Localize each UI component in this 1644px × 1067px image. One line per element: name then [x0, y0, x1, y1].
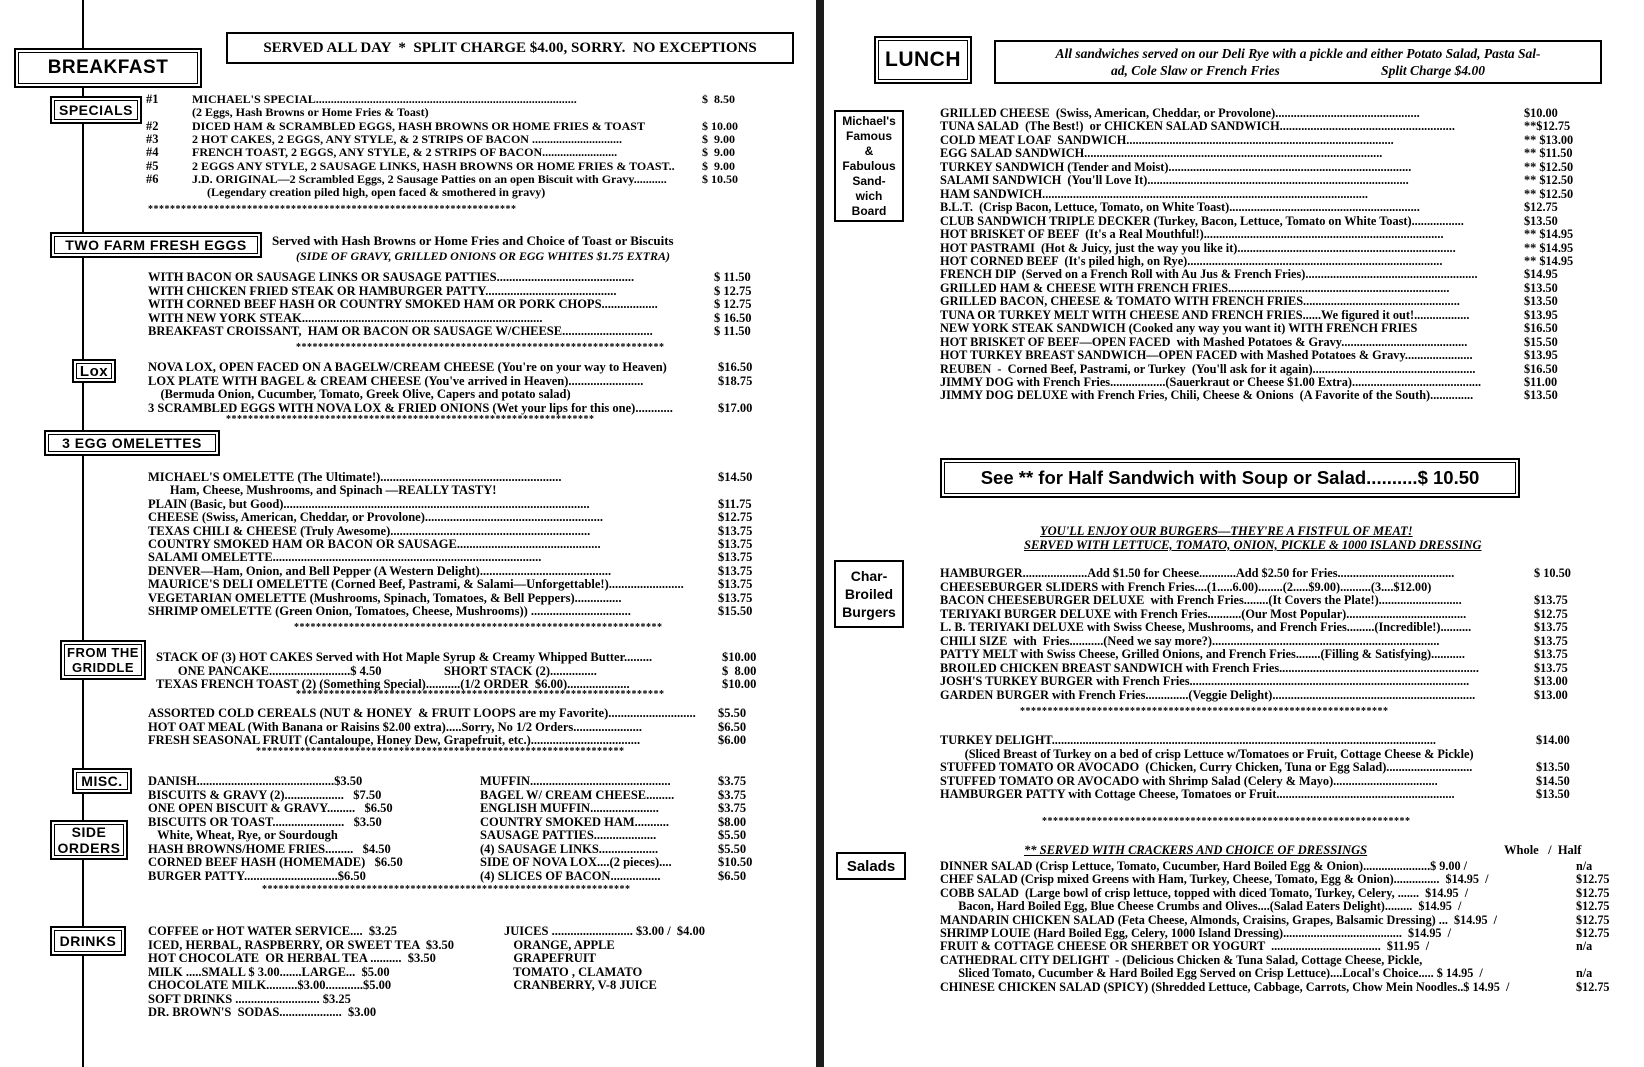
menu-item-price: $13.50 — [1524, 294, 1558, 309]
menu-item-name: TOMATO , CLAMATO — [504, 964, 643, 979]
menu-item-name: SALAMI SANDWICH (You'll Love It)..................................................................................... — [940, 173, 1409, 188]
menu-item-price: $13.75 — [1534, 593, 1568, 607]
menu-item-name: JIMMY DOG DELUXE with French Fries, Chili, Cheese & Onions (A Favorite of the South).............. — [940, 388, 1474, 403]
item-number: #3 — [146, 131, 159, 146]
two-farm-eggs-tag — [50, 232, 262, 258]
menu-item-name: FRENCH TOAST, 2 EGGS, ANY STYLE, & 2 STRIPS OF BACON......................... — [192, 145, 618, 160]
menu-item-price: $14.50 — [718, 470, 753, 484]
menu-item-name: DR. BROWN'S SODAS.................... $3.00 — [148, 1005, 377, 1019]
menu-item-name: GRILLED HAM & CHEESE WITH FRENCH FRIES........................................................................ — [940, 280, 1450, 295]
menu-item-price: $13.95 — [1524, 307, 1558, 322]
menu-item-name: CHOCOLATE MILK..........$3.00............$5.00 — [148, 978, 392, 992]
menu-item-price: ** $11.50 — [1524, 146, 1573, 161]
menu-item-price: $12.75 — [1576, 872, 1610, 887]
menu-item-name: TEXAS CHILI & CHEESE (Truly Awesome)................................................................ — [148, 523, 591, 538]
divider-stars: ******************************************************************* — [1042, 816, 1411, 827]
menu-item-name: CRANBERRY, V-8 JUICE — [504, 978, 657, 992]
menu-item-name: (4) SAUSAGE LINKS................... — [480, 841, 659, 856]
menu-item-price: $13.50 — [1524, 213, 1558, 228]
specials-tag — [50, 96, 142, 124]
two-farm-extras: (SIDE OF GRAVY, GRILLED ONIONS OR EGG WHITES $1.75 EXTRA) — [296, 249, 670, 263]
menu-item-name: HOT CORNED BEEF (It's piled high, on Rye)................................................................................... — [940, 253, 1443, 268]
menu-item-name: TERIYAKI BURGER DELUXE with French Fries...........(Our Most Popular)....................................... — [940, 606, 1467, 621]
menu-item-name: (4) SLICES OF BACON................ — [480, 868, 661, 883]
menu-item-price: n/a — [1576, 966, 1593, 981]
page-rule — [82, 0, 84, 1067]
menu-item-name: CHEESEBURGER SLIDERS with French Fries....(1.....6.00)........(2.....$9.00)..........(3....$12.00) — [940, 579, 1432, 594]
menu-item-name: TURKEY DELIGHT............................................................................................................................. — [940, 733, 1436, 747]
menu-item-price: ** $12.50 — [1524, 173, 1574, 188]
menu-item-price: $11.75 — [718, 496, 752, 511]
menu-item-price: $13.50 — [1524, 280, 1558, 295]
menu-item-name: BROILED CHICKEN BREAST SANDWICH with French Fries................................................................. — [940, 660, 1479, 675]
divider-stars: ******************************************************************* — [294, 622, 663, 633]
menu-item-price: $13.75 — [718, 577, 753, 592]
menu-item-name: SHRIMP OMELETTE (Green Onion, Tomatoes, Cheese, Mushrooms)) ................................ — [148, 604, 631, 618]
menu-item-name: TEXAS FRENCH TOAST (2) (Something Special)...........(1/2 ORDER $6.00).................... — [156, 677, 630, 691]
half-sandwich-banner — [940, 458, 1520, 498]
salad-columns: Whole / Half — [1504, 843, 1582, 857]
burgers-tag-text: Char- Broiled Burgers — [842, 568, 896, 620]
menu-item-name: COUNTRY SMOKED HAM........... — [480, 814, 670, 829]
drinks-tag — [50, 926, 126, 956]
menu-item-price: $ 16.50 — [714, 310, 752, 325]
menu-item-price: $6.50 — [718, 868, 747, 883]
lunch-note-line: All sandwiches served on our Deli Rye with a pickle and either Potato Salad, Pasta Sal- — [1055, 46, 1541, 61]
menu-item-name: (Legendary creation piled high, open faced & smothered in gravy) — [192, 185, 546, 200]
menu-item-price: n/a — [1576, 859, 1593, 873]
menu-item-name: HOT CHOCOLATE OR HERBAL TEA .......... $3.50 — [148, 951, 436, 965]
side-orders-tag-text: SIDE ORDERS — [57, 824, 121, 856]
menu-item-price: $6.00 — [718, 733, 747, 747]
menu-item-name: BISCUITS OR TOAST....................... $3.50 — [148, 814, 382, 829]
menu-item-price: $14.50 — [1536, 773, 1570, 788]
menu-item-name: WITH CORNED BEEF HASH OR COUNTRY SMOKED HAM OR PORK CHOPS.................. — [148, 297, 658, 311]
two-farm-description: Served with Hash Browns or Home Fries and Choice of Toast or Biscuits — [272, 233, 674, 248]
omelettes-tag-text: 3 EGG OMELETTES — [62, 435, 202, 451]
menu-item-price: $13.75 — [718, 563, 753, 578]
menu-item-name: 3 SCRAMBLED EGGS WITH NOVA LOX & FRIED ONIONS (Wet your lips for this one)............ — [148, 400, 673, 415]
specials-tag-text: SPECIALS — [58, 102, 133, 118]
menu-item-name: ASSORTED COLD CEREALS (NUT & HONEY & FRUIT LOOPS are my Favorite)............................ — [148, 706, 696, 720]
lunch-title — [874, 36, 972, 84]
menu-item-price: $ 8.00 — [722, 663, 757, 678]
menu-item-name: WITH CHICKEN FRIED STEAK OR HAMBURGER PATTY.......................................... — [148, 283, 617, 298]
menu-item-name: HAM SANDWICH.......................................................................................................... — [940, 186, 1369, 201]
menu-item-price: $13.75 — [1534, 660, 1568, 675]
salads-tag-text: Salads — [846, 857, 896, 875]
menu-item-name: CORNED BEEF HASH (HOMEMADE) $6.50 — [148, 855, 403, 869]
menu-item-price: $13.50 — [1524, 388, 1558, 403]
menu-item-price: n/a — [1576, 939, 1593, 954]
menu-item-price: $13.75 — [718, 523, 753, 538]
menu-item-name: MICHAEL'S SPECIAL....................................................................................... — [192, 92, 577, 106]
menu-item-name: BURGER PATTY..............................$6.50 — [148, 868, 366, 883]
menu-item-price: $ 10.50 — [1534, 566, 1571, 580]
menu-item-name: 2 HOT CAKES, 2 EGGS, ANY STYLE, & 2 STRIPS OF BACON .............................. — [192, 131, 622, 146]
menu-item-name: SIDE OF NOVA LOX....(2 pieces).... — [480, 855, 672, 869]
menu-item-name: CHEESE (Swiss, American, Cheddar, or Provolone)......................................................... — [148, 510, 603, 525]
menu-item-price: $14.00 — [1536, 733, 1570, 747]
served-all-day-banner — [226, 32, 794, 64]
menu-item-name: SAUSAGE PATTIES.................... — [480, 828, 657, 842]
divider-stars: ******************************************************************* — [1020, 706, 1389, 717]
menu-item-name: MUFFIN............................................. — [480, 774, 671, 788]
lunch-title-text: LUNCH — [885, 48, 961, 71]
menu-item-name: GRILLED BACON, CHEESE & TOMATO WITH FRENCH FRIES................................................... — [940, 294, 1460, 309]
menu-item-price: $ 8.50 — [702, 92, 735, 106]
menu-item-price: $13.00 — [1534, 687, 1568, 702]
menu-item-price: $12.75 — [1576, 912, 1610, 927]
menu-item-name: FRUIT & COTTAGE CHEESE OR SHERBET OR YOGURT .................................... $11.95 / — [940, 939, 1430, 954]
menu-item-name: HASH BROWNS/HOME FRIES......... $4.50 — [148, 841, 391, 856]
breakfast-title — [14, 48, 202, 88]
breakfast-title-text: BREAKFAST — [47, 57, 169, 78]
half-banner-text: See ** for Half Sandwich with Soup or Salad..........$ 10.50 — [980, 467, 1480, 488]
item-number: #5 — [146, 158, 159, 173]
menu-item-price: $13.95 — [1524, 348, 1558, 363]
griddle-tag — [60, 640, 146, 680]
menu-item-price: $ 11.50 — [714, 324, 751, 338]
menu-item-price: $17.00 — [718, 400, 753, 415]
divider-stars: ******************************************************************* — [296, 689, 665, 700]
menu-item-price: $13.75 — [718, 590, 753, 605]
menu-item-name: TUNA SALAD (The Best!) or CHICKEN SALAD SANDWICH......................................................... — [940, 119, 1455, 134]
menu-item-name: GRAPEFRUIT — [504, 951, 597, 965]
menu-item-name: COUNTRY SMOKED HAM OR BACON OR SAUSAGE.............................................. — [148, 537, 601, 551]
menu-item-name: CHILI SIZE with Fries...........(Need we say more?).......................................................................... — [940, 633, 1440, 648]
menu-item-price: $13.75 — [718, 550, 753, 565]
item-number: #6 — [146, 171, 159, 186]
menu-item-price: $10.00 — [722, 677, 757, 691]
lunch-note-box — [994, 40, 1602, 84]
menu-item-name: DENVER—Ham, Onion, and Bell Pepper (A Western Delight).......................................... — [148, 563, 612, 578]
menu-item-name: STUFFED TOMATO OR AVOCADO (Chicken, Curry Chicken, Tuna or Egg Salad)............................ — [940, 760, 1473, 774]
menu-item-name: BAGEL W/ CREAM CHEESE......... — [480, 787, 675, 802]
menu-item-name: HAMBURGER PATTY with Cottage Cheese, Tomatoes or Fruit.......................................................... — [940, 787, 1455, 801]
menu-item-price: $16.50 — [1524, 321, 1558, 336]
menu-item-name: COFFEE or HOT WATER SERVICE.... $3.25 — [148, 924, 398, 938]
menu-item-name: WITH NEW YORK STEAK............................................................................. — [148, 310, 543, 325]
menu-item-name: Bacon, Hard Boiled Egg, Blue Cheese Crumbs and Olives....(Salad Eaters Delight)......... $14.95 / — [940, 899, 1462, 914]
menu-item-name: CLUB SANDWICH TRIPLE DECKER (Turkey, Bacon, Lettuce, Tomato on White Toast)................. — [940, 213, 1464, 228]
menu-item-name: SALAMI OMELETTE...................................................................................... — [148, 550, 542, 565]
menu-item-name: PLAIN (Basic, but Good).................................................................................................. — [148, 496, 590, 511]
menu-item-price: $13.00 — [1534, 674, 1568, 688]
lunch-note-line: ad, Cole Slaw or French Fries Split Charge $4.00 — [1111, 63, 1485, 78]
menu-item-price: $15.50 — [1524, 334, 1558, 349]
divider-stars: ******************************************************************* — [226, 414, 595, 425]
menu-item-name: CHINESE CHICKEN SALAD (SPICY) (Shredded Lettuce, Cabbage, Carrots, Chow Mein Noodles..$ 14.95 / — [940, 979, 1510, 994]
menu-item-name: CHEF SALAD (Crisp mixed Greens with Ham, Turkey, Cheese, Tomato, Egg & Onion)............... $14.95 / — [940, 872, 1489, 887]
menu-item-name: WITH BACON OR SAUSAGE LINKS OR SAUSAGE PATTIES............................................ — [148, 270, 635, 284]
menu-item-price: $12.75 — [1524, 200, 1558, 215]
drinks-tag-text: DRINKS — [59, 933, 117, 949]
menu-item-name: STUFFED TOMATO OR AVOCADO with Shrimp Salad (Celery & Mayo).................................. — [940, 773, 1438, 788]
divider-stars: ******************************************************************* — [256, 746, 625, 757]
menu-item-price: $12.75 — [1576, 926, 1610, 940]
menu-item-name: SOFT DRINKS ........................... $3.25 — [148, 991, 351, 1006]
menu-item-name: MANDARIN CHICKEN SALAD (Feta Cheese, Almonds, Craisins, Grapes, Balsamic Dressing) ... $14.95 / — [940, 912, 1498, 927]
menu-item-price: $13.75 — [1534, 647, 1568, 661]
menu-item-name: NEW YORK STEAK SANDWICH (Cooked any way you want it) WITH FRENCH FRIES — [940, 321, 1418, 336]
menu-item-name: BACON CHEESEBURGER DELUXE with French Fries........(It Covers the Plate!)........................... — [940, 593, 1462, 607]
divider-stars: ******************************************************************* — [148, 204, 517, 215]
menu-item-name: HAMBURGER.....................Add $1.50 for Cheese............Add $2.50 for Fries...................................... — [940, 566, 1455, 580]
menu-item-price: $5.50 — [718, 706, 747, 720]
menu-item-name: TUNA OR TURKEY MELT WITH CHEESE AND FRENCH FRIES......We figured it out!.................. — [940, 307, 1470, 322]
menu-item-name: VEGETARIAN OMELETTE (Mushrooms, Spinach, Tomatoes, & Bell Peppers)............... — [148, 590, 622, 605]
menu-item-price: $ 12.75 — [714, 283, 752, 298]
menu-item-name: JUICES .......................... $3.00 / $4.00 — [504, 924, 706, 938]
menu-item-price: ** $14.95 — [1524, 227, 1574, 242]
menu-item-price: $12.75 — [1534, 606, 1568, 621]
burger-intro: SERVED WITH LETTUCE, TOMATO, ONION, PICKLE & 1000 ISLAND DRESSING — [1024, 538, 1482, 552]
menu-item-name: White, Wheat, Rye, or Sourdough — [148, 828, 338, 842]
menu-item-name: COLD MEAT LOAF SANDWICH....................................................................................... — [940, 132, 1394, 147]
menu-item-name: DANISH............................................$3.50 — [148, 774, 363, 788]
misc-tag — [72, 768, 132, 794]
menu-item-name: GARDEN BURGER with French Fries..............(Veggie Delight).................................................................. — [940, 687, 1476, 702]
divider-stars: ******************************************************************* — [262, 884, 631, 895]
menu-item-name: ENGLISH MUFFIN...................... — [480, 801, 659, 815]
menu-item-name: REUBEN - Corned Beef, Pastrami, or Turkey (You'll ask for it again)..................................................... — [940, 361, 1476, 376]
menu-item-name: JOSH'S TURKEY BURGER with French Fries........................................................................................... — [940, 674, 1470, 688]
menu-item-price: $13.75 — [1534, 620, 1568, 634]
menu-item-price: $5.50 — [718, 828, 747, 842]
menu-item-price: $6.50 — [718, 719, 747, 734]
menu-item-name: HOT PASTRAMI (Hot & Juicy, just the way you like it)....................................................................... — [940, 240, 1456, 255]
menu-item-price: $ 9.00 — [702, 145, 735, 160]
menu-item-price: $ 10.50 — [702, 171, 738, 186]
menu-item-name: CATHEDRAL CITY DELIGHT - (Delicious Chicken & Tuna Salad, Cottage Cheese, Pickle, — [940, 952, 1423, 967]
item-number: #1 — [146, 92, 159, 106]
menu-item-name: Sliced Tomato, Cucumber & Hard Boiled Egg Served on Crisp Lettuce)....Local's Choice..... $ 14.95 / — [940, 966, 1483, 981]
menu-item-price: ** $12.50 — [1524, 159, 1574, 174]
menu-item-name: HOT OAT MEAL (With Banana or Raisins $2.00 extra).....Sorry, No 1/2 Orders...................... — [148, 719, 643, 734]
menu-item-price: $12.75 — [1576, 899, 1610, 914]
menu-item-name: ICED, HERBAL, RASPBERRY, OR SWEET TEA $3.50 — [148, 937, 455, 952]
menu-item-name: (2 Eggs, Hash Browns or Home Fries & Toast) — [192, 105, 429, 120]
menu-item-price: ** $14.95 — [1524, 240, 1574, 255]
menu-item-name: ONE OPEN BISCUIT & GRAVY......... $6.50 — [148, 801, 393, 815]
menu-item-price: $15.50 — [718, 604, 753, 618]
menu-item-price: $11.00 — [1524, 375, 1558, 389]
menu-item-name: ONE PANCAKE..........................$ 4.50 SHORT STACK (2)............... — [156, 663, 597, 678]
menu-item-price: $ 10.00 — [702, 118, 738, 133]
menu-item-name: L. B. TERIYAKI DELUXE with Swiss Cheese, Mushrooms, and French Fries.........(Incredible!).......... — [940, 620, 1472, 634]
menu-item-price: $13.75 — [1534, 633, 1568, 648]
menu-item-name: MAURICE'S DELI OMELETTE (Corned Beef, Pastrami, & Salami—Unforgettable!)........................ — [148, 577, 684, 592]
two-farm-tag-text: TWO FARM FRESH EGGS — [65, 237, 247, 253]
menu-item-name: ORANGE, APPLE — [504, 937, 615, 952]
menu-item-name: BREAKFAST CROISSANT, HAM OR BACON OR SAUSAGE W/CHEESE............................. — [148, 324, 653, 338]
menu-item-price: $14.95 — [1524, 267, 1558, 282]
menu-item-price: $ 9.00 — [702, 131, 735, 146]
lox-tag-text: Lox — [79, 362, 109, 380]
menu-item-price: **$12.75 — [1524, 119, 1571, 134]
menu-item-price: $12.75 — [718, 510, 753, 525]
menu-item-name: BISCUITS & GRAVY (2)................... $7.50 — [148, 787, 382, 802]
menu-item-name: PATTY MELT with Swiss Cheese, Grilled Onions, and French Fries........(Filling & Satisfying)........... — [940, 647, 1465, 661]
menu-item-name: B.L.T. (Crisp Bacon, Lettuce, Tomato, on White Toast).............................................................. — [940, 200, 1420, 215]
menu-item-price: $3.75 — [718, 801, 747, 815]
menu-item-price: $ 9.00 — [702, 158, 735, 173]
menu-item-price: ** $13.00 — [1524, 132, 1574, 147]
lox-tag — [72, 359, 116, 383]
menu-item-name: NOVA LOX, OPEN FACED ON A BAGELW/CREAM CHEESE (You're on your way to Heaven) — [148, 360, 667, 374]
side-orders-tag — [50, 820, 128, 860]
menu-item-price: $13.50 — [1536, 760, 1570, 774]
menu-item-name: DINNER SALAD (Crisp Lettuce, Tomato, Cucumber, Hard Boiled Egg & Onion)......................$ 9.00 / — [940, 859, 1468, 873]
menu-item-name: HOT TURKEY BREAST SANDWICH—OPEN FACED with Mashed Potatoes & Gravy...................... — [940, 348, 1473, 363]
menu-item-price: $3.75 — [718, 787, 747, 802]
menu-item-price: $3.75 — [718, 774, 747, 788]
menu-item-price: ** $12.50 — [1524, 186, 1574, 201]
menu-item-name: COBB SALAD (Large bowl of crisp lettuce, topped with diced Tomato, Turkey, Celery, ....... $14.95 / — [940, 885, 1469, 900]
menu-item-price: $8.00 — [718, 814, 747, 829]
salad-header: ** SERVED WITH CRACKERS AND CHOICE OF DRESSINGS — [1024, 843, 1368, 857]
menu-item-price: $5.50 — [718, 841, 747, 856]
menu-item-price: $12.75 — [1576, 885, 1610, 900]
omelettes-tag — [44, 430, 220, 456]
menu-item-price: $13.50 — [1536, 787, 1570, 801]
served-banner-text: SERVED ALL DAY * SPLIT CHARGE $4.00, SORRY. NO EXCEPTIONS — [263, 39, 757, 56]
breakfast-page — [0, 0, 816, 1067]
menu-item-price: $16.50 — [1524, 361, 1558, 376]
menu-item-name: STACK OF (3) HOT CAKES Served with Hot Maple Syrup & Creamy Whipped Butter......... — [156, 650, 653, 664]
menu-item-name: TURKEY SANDWICH (Tender and Moist)............................................................................... — [940, 159, 1412, 174]
menu-item-name: 2 EGGS ANY STYLE, 2 SAUSAGE LINKS, HASH BROWNS OR HOME FRIES & TOAST.. — [192, 158, 675, 173]
burgers-tag — [834, 560, 904, 628]
menu-item-price: $16.50 — [718, 360, 753, 374]
menu-item-price: $10.00 — [722, 650, 757, 664]
lunch-page — [824, 0, 1644, 1067]
menu-item-name: DICED HAM & SCRAMBLED EGGS, HASH BROWNS OR HOME FRIES & TOAST — [192, 118, 645, 133]
menu-item-price: $12.75 — [1576, 979, 1610, 994]
menu-item-price: $10.00 — [1524, 106, 1558, 120]
menu-item-name: J.D. ORIGINAL—2 Scrambled Eggs, 2 Sausage Patties on an open Biscuit with Gravy........... — [192, 171, 667, 186]
burger-intro: YOU'LL ENJOY OUR BURGERS—THEY'RE A FISTFUL OF MEAT! — [1040, 524, 1413, 538]
griddle-tag-text: FROM THE GRIDDLE — [67, 645, 139, 675]
menu-item-name: SHRIMP LOUIE (Hard Boiled Egg, Celery, 1000 Island Dressing)....................................... $14.95 / — [940, 926, 1451, 940]
menu-item-name: JIMMY DOG with French Fries..................(Sauerkraut or Cheese $1.00 Extra).......................................... — [940, 375, 1482, 389]
menu-item-name: MILK .....SMALL $ 3.00.......LARGE... $5.00 — [148, 964, 390, 979]
sandwich-board-tag — [834, 110, 904, 222]
item-number: #2 — [146, 118, 159, 133]
sandwich-board-text: Michael's Famous & Fabulous Sand- wich Board — [842, 113, 896, 218]
menu-item-name: FRENCH DIP (Served on a French Roll with Au Jus & French Fries)........................................................ — [940, 267, 1478, 282]
menu-item-name: HOT BRISKET OF BEEF—OPEN FACED with Mashed Potatoes & Gravy......................................... — [940, 334, 1468, 349]
menu-item-price: $ 12.75 — [714, 297, 752, 311]
misc-tag-text: MISC. — [81, 773, 123, 789]
menu-item-name: Ham, Cheese, Mushrooms, and Spinach —REALLY TASTY! — [148, 483, 497, 498]
menu-item-name: (Bermuda Onion, Cucumber, Tomato, Greek Olive, Capers and potato salad) — [148, 387, 571, 401]
menu-item-name: LOX PLATE WITH BAGEL & CREAM CHEESE (You've arrived in Heaven)........................ — [148, 373, 644, 388]
divider-stars: ******************************************************************* — [296, 342, 665, 353]
menu-item-price: ** $14.95 — [1524, 253, 1574, 268]
salads-tag — [836, 852, 906, 880]
menu-item-name: MICHAEL'S OMELETTE (The Ultimate!).......................................................... — [148, 470, 562, 484]
menu-item-name: HOT BRISKET OF BEEF (It's a Real Mouthful!).............................................................................. — [940, 227, 1444, 242]
menu-item-name: GRILLED CHEESE (Swiss, American, Cheddar, or Provolone)............................................... — [940, 106, 1420, 120]
menu-item-price: $13.75 — [718, 537, 753, 551]
menu-item-price: $ 11.50 — [714, 270, 751, 284]
item-number: #4 — [146, 145, 159, 160]
menu-item-price: $10.50 — [718, 855, 753, 869]
menu-item-price: $18.75 — [718, 373, 753, 388]
menu-item-name: FRESH SEASONAL FRUIT (Cantaloupe, Honey Dew, Grapefruit, etc.)................................... — [148, 733, 641, 747]
menu-item-name: (Sliced Breast of Turkey on a bed of crisp Lettuce w/Tomatoes or Fruit, Cottage Cheese & Pickle) — [940, 746, 1474, 761]
menu-item-name: EGG SALAD SANDWICH................................................................................................. — [940, 146, 1383, 161]
